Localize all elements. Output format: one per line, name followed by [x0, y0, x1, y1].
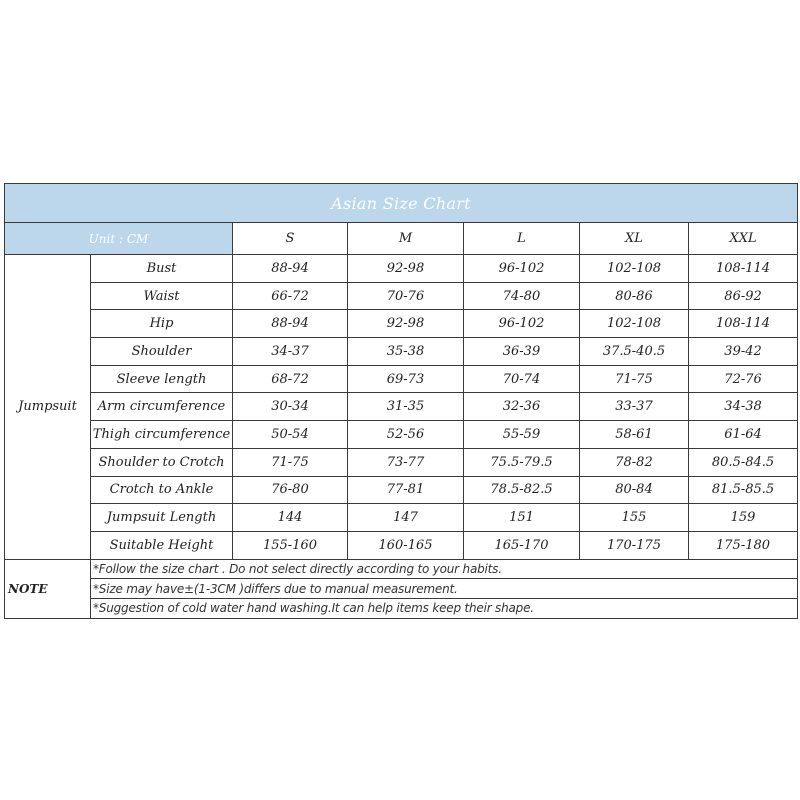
note-row — [5, 559, 798, 579]
note-label: NOTE — [5, 559, 91, 618]
note-line: *Follow the size chart . Do not select directly according to your habits. — [91, 559, 798, 579]
cell: 147 — [348, 504, 464, 532]
cell: 155 — [580, 504, 689, 532]
table-row — [5, 421, 798, 449]
cell: 175-180 — [689, 531, 798, 559]
cell: 108-114 — [689, 310, 798, 338]
cell: 61-64 — [689, 421, 798, 449]
note-row — [5, 598, 798, 618]
cell: 96-102 — [464, 255, 580, 283]
row-label: Thigh circumference — [91, 421, 233, 449]
row-label: Crotch to Ankle — [91, 476, 233, 504]
row-label: Hip — [91, 310, 233, 338]
note-row — [5, 579, 798, 599]
cell: 36-39 — [464, 338, 580, 366]
table-row — [5, 365, 798, 393]
cell: 34-38 — [689, 393, 798, 421]
cell: 58-61 — [580, 421, 689, 449]
cell: 88-94 — [233, 255, 348, 283]
cell: 50-54 — [233, 421, 348, 449]
cell: 71-75 — [580, 365, 689, 393]
row-label: Waist — [91, 282, 233, 310]
cell: 144 — [233, 504, 348, 532]
cell: 80.5-84.5 — [689, 448, 798, 476]
cell: 69-73 — [348, 365, 464, 393]
table-row — [5, 393, 798, 421]
cell: 72-76 — [689, 365, 798, 393]
unit-label: Unit : CM — [5, 223, 233, 255]
size-header-m: M — [348, 223, 464, 255]
cell: 75.5-79.5 — [464, 448, 580, 476]
cell: 76-80 — [233, 476, 348, 504]
cell: 81.5-85.5 — [689, 476, 798, 504]
cell: 159 — [689, 504, 798, 532]
cell: 37.5-40.5 — [580, 338, 689, 366]
cell: 70-74 — [464, 365, 580, 393]
cell: 70-76 — [348, 282, 464, 310]
table-row — [5, 504, 798, 532]
header-row — [5, 223, 798, 255]
row-label: Arm circumference — [91, 393, 233, 421]
table-row — [5, 282, 798, 310]
cell: 68-72 — [233, 365, 348, 393]
cell: 35-38 — [348, 338, 464, 366]
row-label: Sleeve length — [91, 365, 233, 393]
cell: 33-37 — [580, 393, 689, 421]
row-label: Bust — [91, 255, 233, 283]
cell: 96-102 — [464, 310, 580, 338]
cell: 52-56 — [348, 421, 464, 449]
cell: 155-160 — [233, 531, 348, 559]
size-header-l: L — [464, 223, 580, 255]
cell: 71-75 — [233, 448, 348, 476]
table-row — [5, 476, 798, 504]
cell: 88-94 — [233, 310, 348, 338]
cell: 80-86 — [580, 282, 689, 310]
cell: 86-92 — [689, 282, 798, 310]
size-chart-table — [4, 183, 798, 619]
cell: 151 — [464, 504, 580, 532]
table-row — [5, 531, 798, 559]
cell: 32-36 — [464, 393, 580, 421]
size-header-s: S — [233, 223, 348, 255]
cell: 165-170 — [464, 531, 580, 559]
cell: 108-114 — [689, 255, 798, 283]
cell: 80-84 — [580, 476, 689, 504]
cell: 74-80 — [464, 282, 580, 310]
cell: 102-108 — [580, 255, 689, 283]
table-row — [5, 448, 798, 476]
cell: 30-34 — [233, 393, 348, 421]
cell: 77-81 — [348, 476, 464, 504]
cell: 66-72 — [233, 282, 348, 310]
title-row — [5, 184, 798, 223]
row-label: Suitable Height — [91, 531, 233, 559]
cell: 31-35 — [348, 393, 464, 421]
size-header-xxl: XXL — [689, 223, 798, 255]
row-label: Shoulder to Crotch — [91, 448, 233, 476]
note-line: *Size may have±(1-3CM )differs due to manual measurement. — [91, 579, 798, 599]
cell: 78.5-82.5 — [464, 476, 580, 504]
cell: 78-82 — [580, 448, 689, 476]
cell: 34-37 — [233, 338, 348, 366]
cell: 92-98 — [348, 310, 464, 338]
cell: 102-108 — [580, 310, 689, 338]
row-label: Jumpsuit Length — [91, 504, 233, 532]
cell: 170-175 — [580, 531, 689, 559]
cell: 55-59 — [464, 421, 580, 449]
chart-title: Asian Size Chart — [5, 184, 798, 223]
cell: 92-98 — [348, 255, 464, 283]
note-line: *Suggestion of cold water hand washing.It can help items keep their shape. — [91, 598, 798, 618]
cell: 73-77 — [348, 448, 464, 476]
table-row — [5, 310, 798, 338]
table-row — [5, 255, 798, 283]
row-label: Shoulder — [91, 338, 233, 366]
size-header-xl: XL — [580, 223, 689, 255]
cell: 160-165 — [348, 531, 464, 559]
table-row — [5, 338, 798, 366]
cell: 39-42 — [689, 338, 798, 366]
category-label: Jumpsuit — [5, 255, 91, 560]
